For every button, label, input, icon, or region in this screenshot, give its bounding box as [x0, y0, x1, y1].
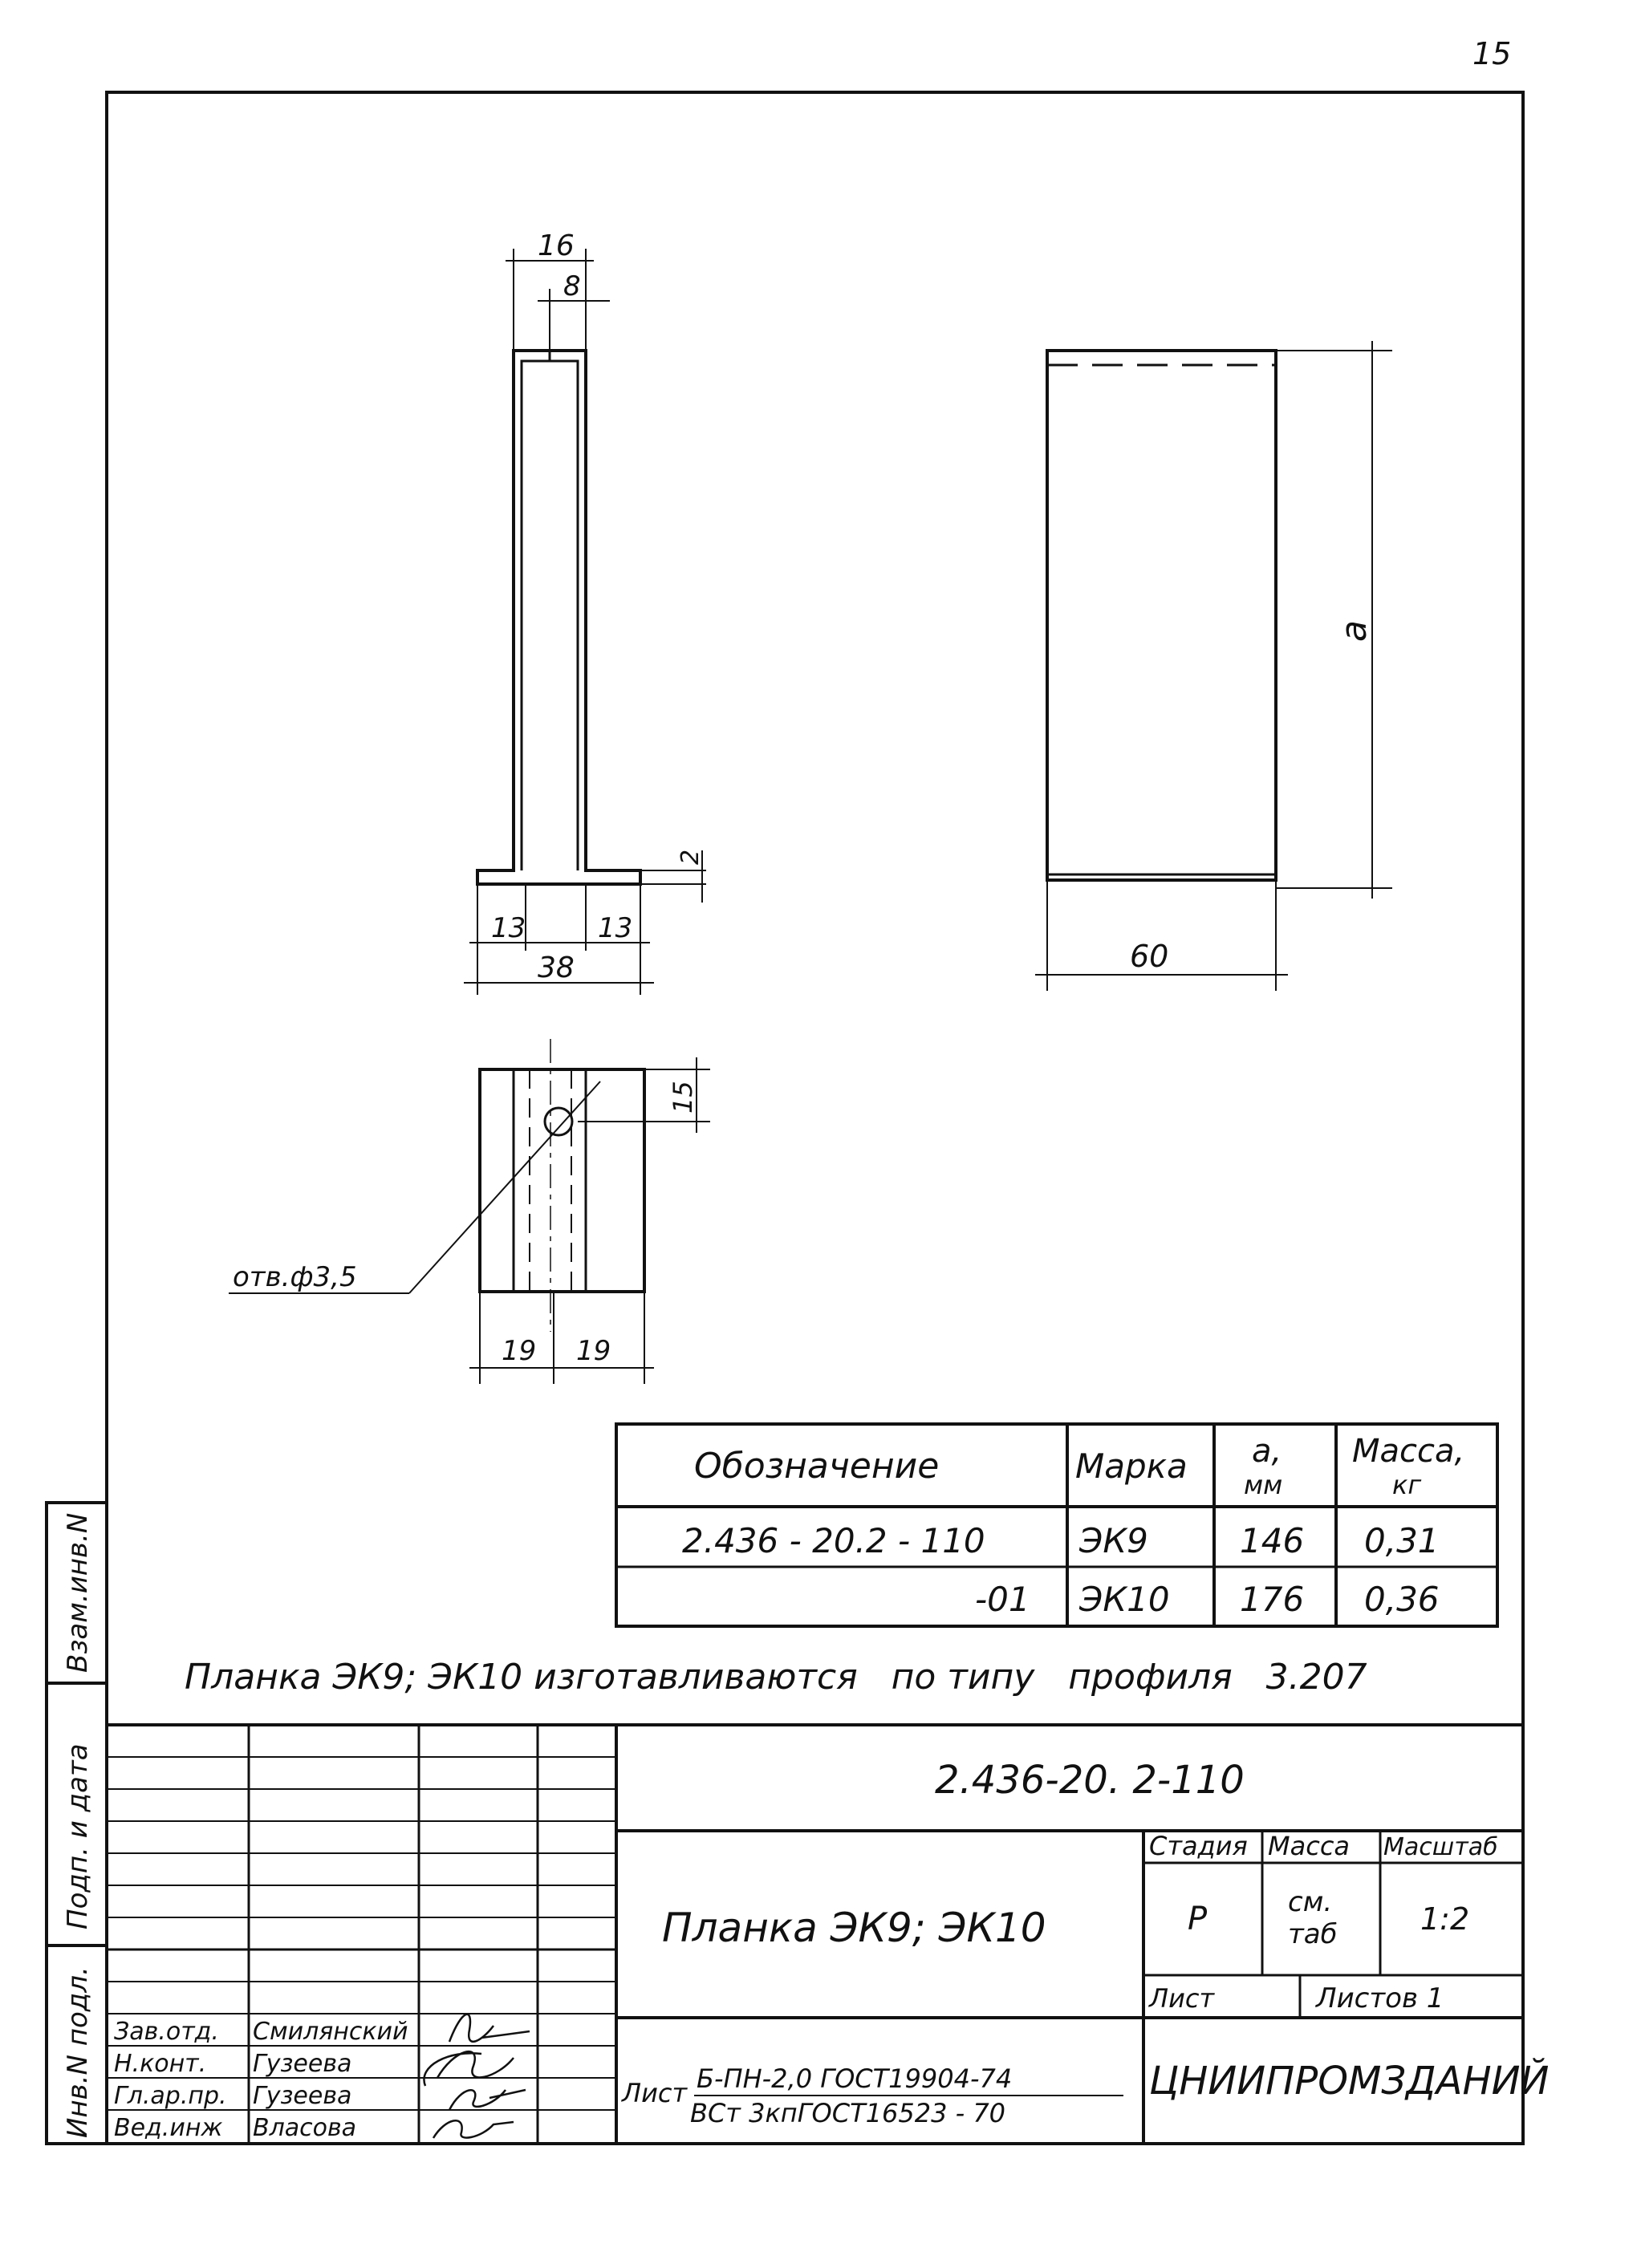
row1-mark: ЭК9 — [1079, 1521, 1148, 1560]
page-number: 15 — [1472, 36, 1512, 71]
dim-top-inner: 8 — [563, 270, 581, 302]
material-bottom: ВСт 3кпГОСТ16523 - 70 — [690, 2098, 1006, 2128]
material-prefix: Лист — [622, 2078, 688, 2108]
dim-left: 19 — [502, 1335, 537, 1367]
side-stamp-strip — [47, 1503, 107, 2144]
sig-role-2: Н.конт. — [114, 2050, 207, 2078]
row2-mass: 0,36 — [1364, 1580, 1440, 1619]
sig-role-1: Зав.отд. — [114, 2018, 219, 2046]
sheet-label: Лист — [1149, 1983, 1215, 2014]
sig-role-4: Вед.инж — [114, 2114, 223, 2142]
doc-number: 2.436-20. 2-110 — [935, 1758, 1245, 1803]
row2-a: 176 — [1240, 1580, 1305, 1619]
row1-designation: 2.436 - 20.2 - 110 — [682, 1521, 985, 1560]
note-text: Планка ЭК9; ЭК10 изготавливаются по типу профиля 3.207 — [185, 1657, 1367, 1698]
header-mark: Марка — [1075, 1446, 1188, 1486]
header-designation: Обозначение — [694, 1446, 940, 1487]
dim-base-total: 38 — [538, 951, 575, 984]
front-view — [1035, 341, 1392, 991]
mass-value-1: см. — [1288, 1886, 1333, 1918]
section-view — [464, 229, 706, 995]
row2-mark: ЭК10 — [1079, 1580, 1170, 1619]
row1-a: 146 — [1240, 1521, 1305, 1560]
dim-height: a — [1334, 620, 1375, 642]
title-block — [107, 1725, 1549, 2144]
plan-view — [229, 1039, 710, 1384]
dim-flange-right: 13 — [598, 912, 633, 944]
scale-value: 1:2 — [1420, 1901, 1470, 1937]
stamp-podp: Подп. и дата — [62, 1743, 94, 1929]
dim-top-total: 16 — [538, 229, 575, 262]
sheets-label: Листов 1 — [1316, 1982, 1444, 2014]
sig-name-1: Смилянский — [253, 2018, 408, 2046]
header-a-unit: мм — [1244, 1470, 1283, 1500]
hole-label: отв.ф3,5 — [233, 1261, 357, 1293]
stamp-vzam: Взам.инв.N — [62, 1512, 94, 1673]
dim-flange-thickness: 2 — [676, 849, 705, 865]
dim-width: 60 — [1130, 939, 1169, 974]
material-top: Б-ПН-2,0 ГОСТ19904-74 — [697, 2063, 1013, 2094]
sig-name-3: Гузеева — [253, 2082, 352, 2110]
mass-header: Масса — [1268, 1831, 1351, 1861]
sig-name-4: Власова — [253, 2114, 357, 2142]
row2-designation: -01 — [975, 1580, 1030, 1619]
dim-right: 19 — [576, 1335, 611, 1367]
mass-value-2: таб — [1288, 1918, 1338, 1950]
row1-mass: 0,31 — [1364, 1521, 1440, 1560]
sig-role-3: Гл.ар.пр. — [114, 2082, 227, 2110]
dim-hole-offset: 15 — [668, 1081, 698, 1114]
spec-table — [616, 1424, 1497, 1626]
scale-header: Масштаб — [1383, 1833, 1498, 1861]
dim-flange-left: 13 — [491, 912, 526, 944]
header-a: a, — [1252, 1433, 1282, 1470]
handwritten-signatures — [424, 2014, 530, 2138]
stage-value: Р — [1188, 1901, 1208, 1937]
stamp-inv: Инв.N подл. — [62, 1966, 94, 2138]
stage-header: Стадия — [1149, 1831, 1248, 1861]
organization: ЦНИИПРОМЗДАНИЙ — [1149, 2059, 1550, 2104]
header-mass: Масса, — [1352, 1433, 1465, 1470]
part-name: Планка ЭК9; ЭК10 — [662, 1905, 1046, 1951]
header-mass-unit: кг — [1392, 1470, 1422, 1500]
sig-name-2: Гузеева — [253, 2050, 352, 2078]
